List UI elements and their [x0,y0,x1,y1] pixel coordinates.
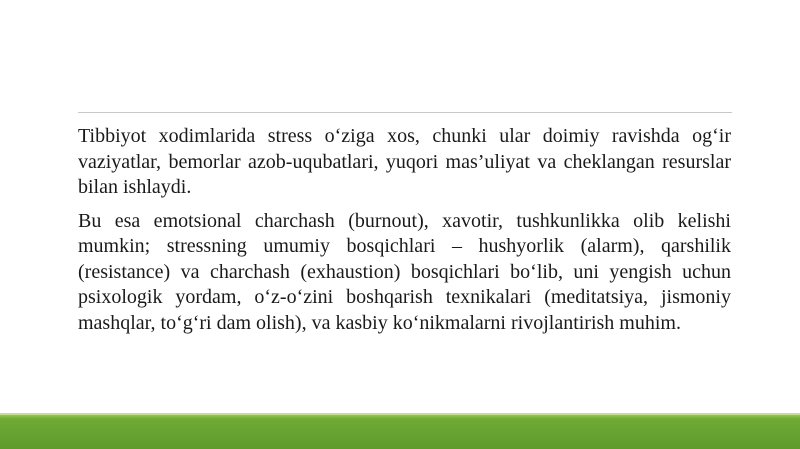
title-divider-line [78,112,732,113]
footer-accent-bar [0,413,800,449]
slide-body [78,124,731,344]
paragraph-stress-causes: Tibbiyot xodimlarida stress o‘ziga xos, chunki ular doimiy ravishda og‘ir vaziyatlar, bemorlar azob-uqubatlari, yuqori mas’uliyat va cheklangan resurslar bilan ishlaydi. [78,125,731,198]
paragraph-stress-stages: Bu esa emotsional charchash (burnout), xavotir, tushkunlikka olib kelishi mumkin; stressning umumiy bosqichlari – hushyorlik (alarm), qarshilik (resistance) va charchash (exhaustion) bosqichlari bo‘lib, uni yengish uchun psixologik yordam, o‘z-o‘zini boshqarish texnikalari (meditatsiya, jismoniy mashqlar, to‘g‘ri dam olish), va kasbiy ko‘nikmalarni rivojlantirish muhim. [78,209,731,334]
footer-bar-highlight [0,413,800,415]
